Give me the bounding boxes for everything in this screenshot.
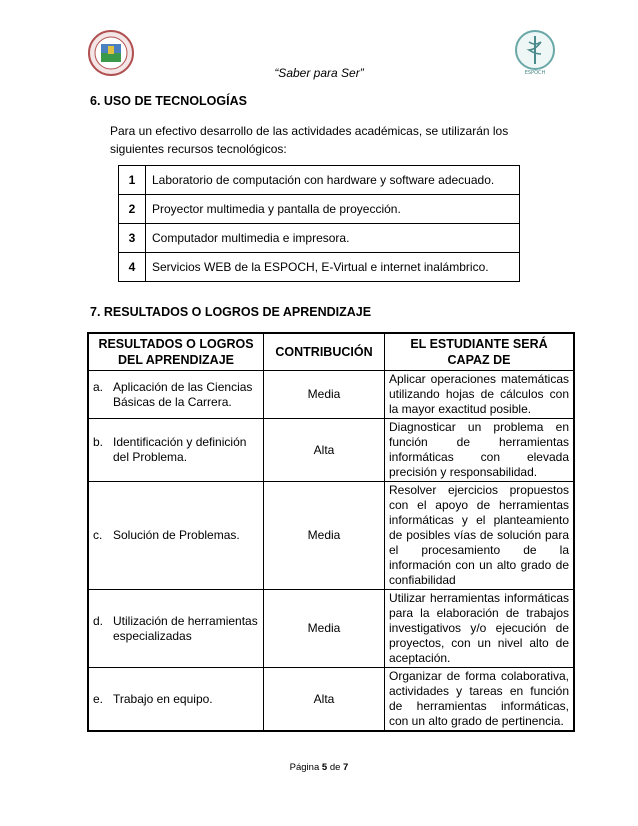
outcome-letter: b.: [93, 435, 104, 449]
header-results: RESULTADOS O LOGROS DEL APRENDIZAJE: [88, 333, 264, 371]
outcome-contribution: Alta: [264, 668, 385, 732]
table-header-row: [88, 333, 574, 371]
table-row: [88, 590, 574, 668]
outcome-contribution: Media: [264, 590, 385, 668]
footer-middle: de: [327, 762, 344, 773]
tech-item-number: 1: [119, 166, 146, 195]
footer-total-pages: 7: [343, 762, 349, 773]
right-seal-text: ESPOCH: [524, 70, 546, 76]
outcome-contribution: Media: [264, 482, 385, 590]
tech-item-number: 2: [119, 195, 146, 224]
outcome-capable: Utilizar herramientas informáticas para la elaboración de trabajos investigativos y/o ejecución de proyectos, con un nivel alto de aceptación.: [385, 590, 575, 668]
outcome-letter: e.: [93, 691, 104, 706]
outcome-capable: Diagnosticar un problema en función de herramientas informáticas con elevada precisión y responsabilidad.: [385, 419, 575, 482]
section-6-intro: Para un efectivo desarrollo de las actividades académicas, se utilizarán los siguientes recursos tecnológicos:: [110, 124, 509, 156]
outcome-result: Utilización de herramientas especializadas: [113, 613, 258, 643]
tech-item-text: Computador multimedia e impresora.: [146, 224, 520, 253]
section-7-title: 7. RESULTADOS O LOGROS DE APRENDIZAJE: [90, 305, 372, 319]
table-row: [88, 668, 574, 732]
outcome-result: Trabajo en equipo.: [113, 691, 213, 706]
outcome-letter: d.: [93, 613, 104, 628]
tech-item-text: Servicios WEB de la ESPOCH, E-Virtual e internet inalámbrico.: [146, 253, 520, 282]
tech-item-number: 3: [119, 224, 146, 253]
table-row: [88, 419, 574, 482]
table-row: [88, 482, 574, 590]
table-row: [88, 371, 574, 419]
tech-item-text: Proyector multimedia y pantalla de proyección.: [146, 195, 520, 224]
table-row: [119, 253, 520, 282]
outcome-letter: a.: [93, 379, 104, 394]
outcome-letter: c.: [93, 528, 103, 542]
page-motto: “Saber para Ser”: [274, 66, 364, 80]
footer-prefix: Página: [289, 762, 322, 773]
tech-item-text: Laboratorio de computación con hardware y software adecuado.: [146, 166, 520, 195]
tech-item-number: 4: [119, 253, 146, 282]
learning-outcomes-table: [87, 332, 575, 732]
page-footer: [0, 762, 638, 773]
technology-table: [118, 165, 520, 282]
outcome-contribution: Media: [264, 371, 385, 419]
outcome-contribution: Alta: [264, 419, 385, 482]
header-capable: EL ESTUDIANTE SERÁ CAPAZ DE: [385, 333, 575, 371]
outcome-capable: Resolver ejercicios propuestos con el apoyo de herramientas informáticas y el planteamiento de posibles vías de solución para el procesamiento de la información con un alto grado de confiabilidad: [385, 482, 575, 590]
footer-page-number: 5: [321, 762, 328, 773]
outcome-result: Solución de Problemas.: [113, 528, 240, 542]
outcome-result: Identificación y definición del Problema.: [113, 435, 247, 464]
table-row: [119, 166, 520, 195]
outcome-result: Aplicación de las Ciencias Básicas de la Carrera.: [113, 379, 253, 409]
table-row: [119, 195, 520, 224]
section-6-title: 6. USO DE TECNOLOGÍAS: [90, 94, 247, 108]
header-contribution: CONTRIBUCIÓN: [264, 333, 385, 371]
table-row: [119, 224, 520, 253]
outcome-capable: Organizar de forma colaborativa, actividades y tareas en función de herramientas informáticas, con un alto grado de pertinencia.: [385, 668, 575, 732]
outcome-capable: Aplicar operaciones matemáticas utilizando hojas de cálculos con la mayor exactitud posible.: [385, 371, 575, 419]
